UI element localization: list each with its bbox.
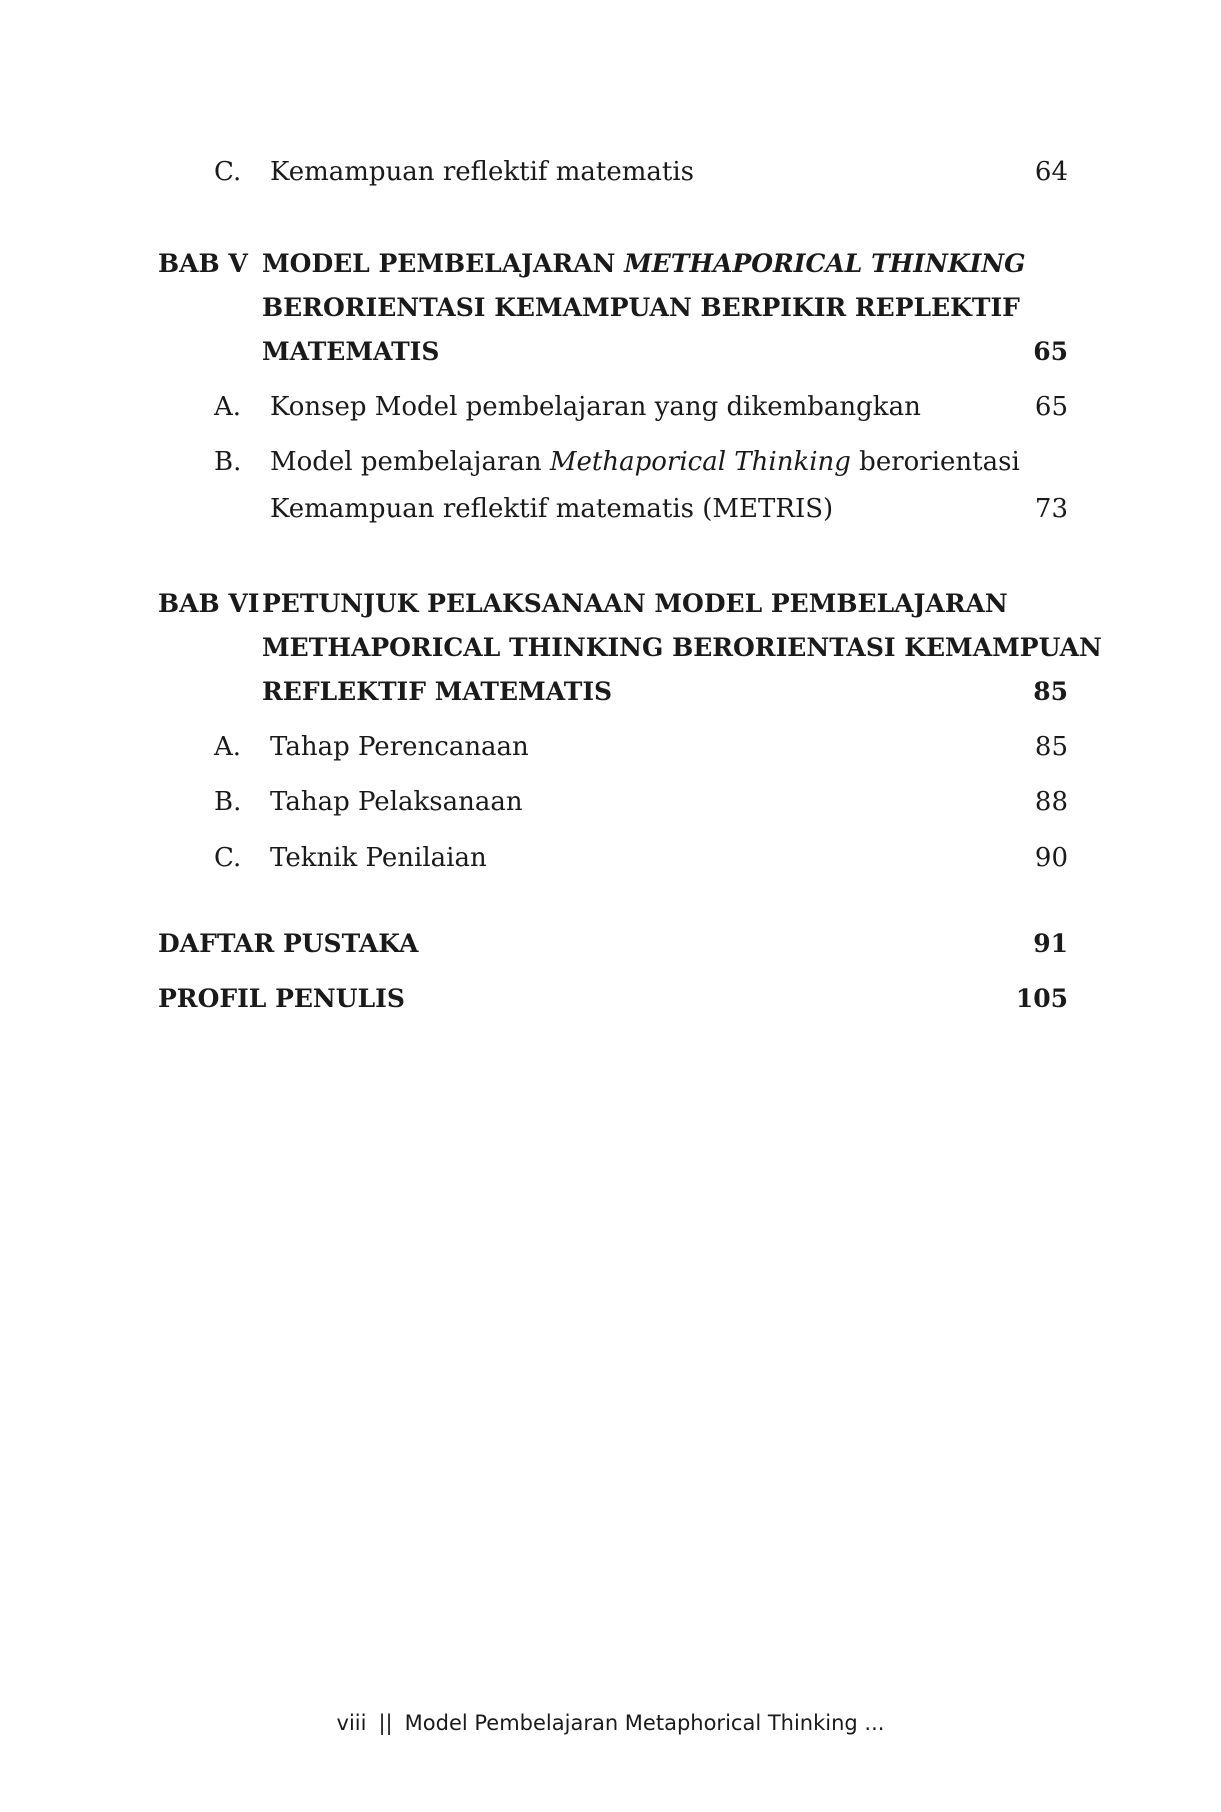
toc-entry-bab-v-b-line-2 bbox=[0, 487, 1221, 531]
chapter-title-line-3: REFLEKTIF MATEMATIS bbox=[262, 677, 613, 706]
footer-page-number: viii bbox=[336, 1711, 367, 1735]
chapter-title-italic: METHAPORICAL THINKING bbox=[624, 249, 1026, 278]
section-title-italic: Methaporical Thinking bbox=[549, 447, 851, 477]
back-matter-title: DAFTAR PUSTAKA bbox=[158, 929, 419, 958]
toc-chapter-bab-vi-line-3 bbox=[0, 670, 1221, 714]
page-number: 65 bbox=[1034, 392, 1068, 422]
section-letter: A. bbox=[214, 392, 242, 422]
section-letter: A. bbox=[214, 732, 242, 762]
page-number: 105 bbox=[1015, 984, 1068, 1013]
chapter-page-number: 85 bbox=[1033, 677, 1068, 706]
toc-entry-bab-v-a[interactable] bbox=[0, 385, 1221, 429]
chapter-title-line-2: BERORIENTASI KEMAMPUAN BERPIKIR REPLEKTIF bbox=[262, 293, 1020, 322]
chapter-label: BAB V bbox=[158, 249, 248, 278]
page-number: 91 bbox=[1033, 929, 1068, 958]
page-number: 90 bbox=[1034, 843, 1068, 873]
toc-entry-c-kemampuan-reflektif[interactable] bbox=[0, 150, 1221, 194]
section-title: Teknik Penilaian bbox=[270, 843, 487, 873]
section-title-line-2: Kemampuan reflektif matematis (METRIS) bbox=[270, 494, 834, 524]
section-letter: B. bbox=[214, 447, 242, 477]
section-title: Tahap Perencanaan bbox=[270, 732, 529, 762]
chapter-title-line-1: PETUNJUK PELAKSANAAN MODEL PEMBELAJARAN bbox=[262, 589, 1008, 618]
chapter-title-line-3: MATEMATIS bbox=[262, 337, 440, 366]
back-matter-title: PROFIL PENULIS bbox=[158, 984, 405, 1013]
section-title: Tahap Pelaksanaan bbox=[270, 787, 523, 817]
toc-entry-profil-penulis[interactable] bbox=[0, 977, 1221, 1021]
toc-entry-bab-v-b[interactable] bbox=[0, 440, 1221, 484]
toc-chapter-bab-vi[interactable] bbox=[0, 582, 1221, 626]
chapter-page-number: 65 bbox=[1033, 337, 1068, 366]
footer-separator: || bbox=[378, 1711, 393, 1735]
page-number: 64 bbox=[1034, 157, 1068, 187]
toc-chapter-bab-v-line-2 bbox=[0, 286, 1221, 330]
section-title: Konsep Model pembelajaran yang dikembangkan bbox=[270, 392, 921, 422]
toc-chapter-bab-v-line-3 bbox=[0, 330, 1221, 374]
section-letter: C. bbox=[214, 157, 242, 187]
page-number: 73 bbox=[1034, 494, 1068, 524]
toc-entry-bab-vi-b[interactable] bbox=[0, 780, 1221, 824]
toc-chapter-bab-vi-line-2 bbox=[0, 626, 1221, 670]
toc-entry-daftar-pustaka[interactable] bbox=[0, 922, 1221, 966]
section-letter: B. bbox=[214, 787, 242, 817]
toc-entry-bab-vi-a[interactable] bbox=[0, 725, 1221, 769]
chapter-title-line-2: METHAPORICAL THINKING BERORIENTASI KEMAMPUAN bbox=[262, 633, 1102, 662]
chapter-title-line-1: MODEL PEMBELAJARAN METHAPORICAL THINKING bbox=[262, 249, 1026, 278]
chapter-label: BAB VI bbox=[158, 589, 260, 618]
toc-chapter-bab-v[interactable] bbox=[0, 242, 1221, 286]
section-title-line-1: Model pembelajaran Methaporical Thinking berorientasi bbox=[270, 447, 1020, 477]
page-number: 88 bbox=[1034, 787, 1068, 817]
footer-book-title: Model Pembelajaran Metaphorical Thinking ... bbox=[404, 1711, 885, 1735]
section-letter: C. bbox=[214, 843, 242, 873]
page-footer bbox=[0, 1708, 1221, 1738]
section-title: Kemampuan reflektif matematis bbox=[270, 157, 695, 187]
page-number: 85 bbox=[1034, 732, 1068, 762]
toc-entry-bab-vi-c[interactable] bbox=[0, 836, 1221, 880]
